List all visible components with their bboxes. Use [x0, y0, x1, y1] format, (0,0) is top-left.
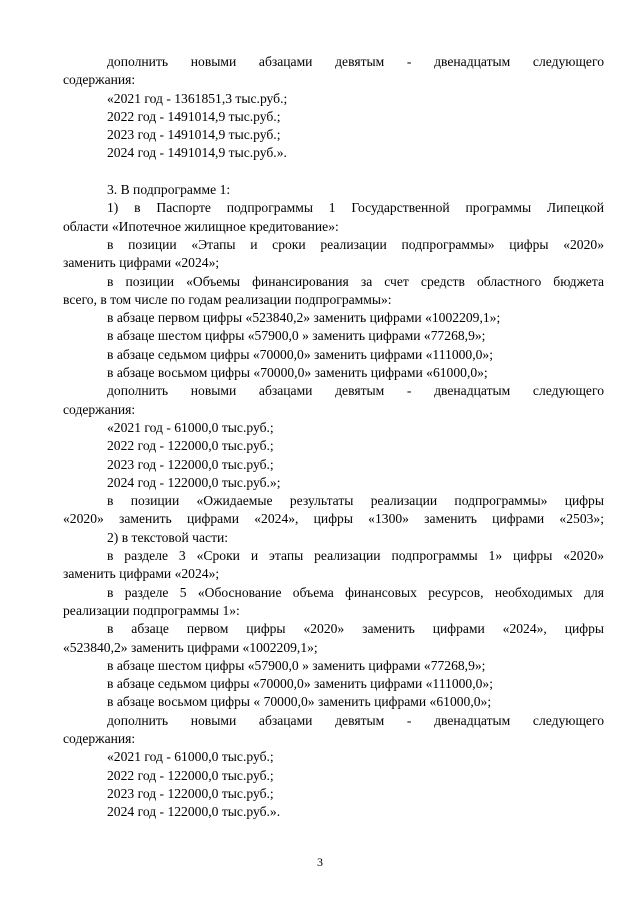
- paragraph-line: всего, в том числе по годам реализации подпрограммы»:: [63, 291, 392, 307]
- paragraph-line: реализации подпрограммы 1»:: [63, 602, 240, 618]
- paragraph-line: 2022 год - 122000,0 тыс.руб.;: [107, 438, 274, 454]
- paragraph-line: 2024 год - 122000,0 тыс.руб.»;: [107, 474, 281, 490]
- paragraph-line: содержания:: [63, 72, 136, 88]
- paragraph-line: 1) в Паспорте подпрограммы 1 Государственной программы Липецкой: [107, 200, 604, 216]
- paragraph-line: заменить цифрами «2024»;: [63, 255, 220, 271]
- paragraph-line: 2023 год - 1491014,9 тыс.руб.;: [107, 127, 281, 143]
- paragraph-line: в абзаце шестом цифры «57900,0 » заменить цифрами «77268,9»;: [107, 657, 486, 673]
- page-number: 3: [317, 855, 323, 869]
- paragraph-line: в абзаце восьмом цифры «70000,0» заменить цифрами «61000,0»;: [107, 365, 488, 381]
- paragraph-line: в разделе 3 «Сроки и этапы реализации подпрограммы 1» цифры «2020»: [107, 548, 604, 564]
- paragraph-line: в абзаце седьмом цифры «70000,0» заменить цифрами «111000,0»;: [107, 346, 493, 362]
- paragraph-line: дополнить новыми абзацами девятым - двенадцатым следующего: [107, 54, 604, 69]
- document-body: [63, 53, 604, 821]
- paragraph-line: в позиции «Ожидаемые результаты реализации подпрограммы» цифры: [107, 493, 604, 509]
- paragraph-line: 2) в текстовой части:: [107, 529, 229, 545]
- paragraph-line: 2024 год - 122000,0 тыс.руб.».: [107, 804, 281, 820]
- paragraph-line: 2022 год - 1491014,9 тыс.руб.;: [107, 108, 281, 124]
- paragraph-line: в позиции «Этапы и сроки реализации подпрограммы» цифры «2020»: [107, 236, 604, 252]
- paragraph-line: области «Ипотечное жилищное кредитование»:: [63, 218, 339, 234]
- paragraph-line: «523840,2» заменить цифрами «1002209,1»;: [63, 639, 318, 655]
- paragraph-line: в позиции «Объемы финансирования за счет средств областного бюджета: [107, 273, 604, 289]
- paragraph-line: в абзаце восьмом цифры « 70000,0» заменить цифрами «61000,0»;: [107, 694, 492, 710]
- paragraph-line: в абзаце седьмом цифры «70000,0» заменить цифрами «111000,0»;: [107, 676, 493, 692]
- paragraph-line: «2020» заменить цифрами «2024», цифры «1300» заменить цифрами «2503»;: [63, 511, 604, 527]
- paragraph-line: 2023 год - 122000,0 тыс.руб.;: [107, 456, 274, 472]
- paragraph-line: в абзаце первом цифры «2020» заменить цифрами «2024», цифры: [107, 621, 604, 637]
- paragraph-line: в абзаце первом цифры «523840,2» заменить цифрами «1002209,1»;: [107, 310, 501, 326]
- paragraph-line: содержания:: [63, 730, 136, 746]
- section-heading: 3. В подпрограмме 1:: [107, 182, 231, 198]
- paragraph-line: 2022 год - 122000,0 тыс.руб.;: [107, 767, 274, 783]
- paragraph-line: 2024 год - 1491014,9 тыс.руб.».: [107, 145, 287, 161]
- paragraph-line: «2021 год - 61000,0 тыс.руб.;: [107, 419, 274, 435]
- paragraph-line: заменить цифрами «2024»;: [63, 566, 220, 582]
- paragraph-line: в разделе 5 «Обоснование объема финансовых ресурсов, необходимых для: [107, 584, 604, 600]
- paragraph-line: дополнить новыми абзацами девятым - двенадцатым следующего: [107, 383, 604, 399]
- paragraph-gap: [63, 163, 604, 181]
- paragraph-line: 2023 год - 122000,0 тыс.руб.;: [107, 785, 274, 801]
- paragraph-line: «2021 год - 61000,0 тыс.руб.;: [107, 749, 274, 765]
- paragraph-line: содержания:: [63, 401, 136, 417]
- paragraph-line: в абзаце шестом цифры «57900,0 » заменить цифрами «77268,9»;: [107, 328, 486, 344]
- paragraph-line: дополнить новыми абзацами девятым - двенадцатым следующего: [107, 712, 604, 728]
- paragraph-line: «2021 год - 1361851,3 тыс.руб.;: [107, 90, 288, 106]
